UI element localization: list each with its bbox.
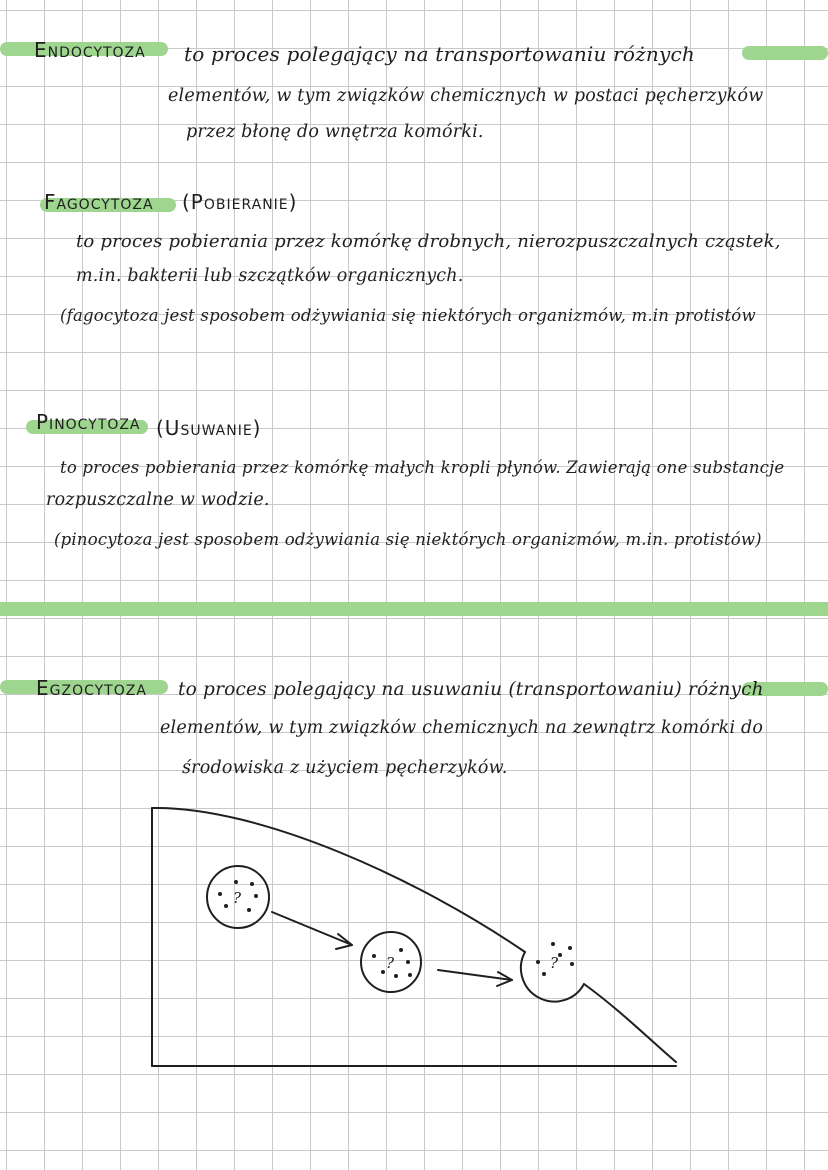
cell-membrane-lower	[584, 984, 676, 1062]
dot	[372, 954, 376, 958]
dot	[542, 972, 546, 976]
exocytosis-line-1: to proces polegający na usuwaniu (transportowaniu) różnych	[178, 679, 764, 700]
exocytosis-line-2: elementów, w tym związków chemicznych na zewnątrz komórki do	[160, 718, 764, 738]
term-pinocytosis: Pinocytoza	[36, 410, 141, 434]
endocytosis-line-1: to proces polegający na transportowaniu różnych	[184, 42, 695, 66]
dot	[408, 973, 412, 977]
dot	[224, 904, 228, 908]
dot	[568, 946, 572, 950]
phagocytosis-line-1: to proces pobierania przez komórkę drobnych, nierozpuszczalnych cząstek,	[76, 231, 781, 252]
dot	[381, 970, 385, 974]
endocytosis-line-2: elementów, w tym związków chemicznych w postaci pęcherzyków	[168, 86, 764, 106]
dot	[254, 894, 258, 898]
dot	[247, 908, 251, 912]
dot	[570, 962, 574, 966]
arrow-1	[272, 912, 352, 945]
phagocytosis-line-3: (fagocytoza jest sposobem odżywiania się niektórych organizmów, m.in protistów	[60, 306, 756, 325]
pinocytosis-line-1: to proces pobierania przez komórkę małych kropli płynów. Zawierają one substancje	[60, 458, 785, 477]
term-exocytosis: Egzocytoza	[36, 676, 147, 700]
term-phagocytosis: Fagocytoza	[44, 190, 154, 214]
endocytosis-line-3: przez błonę do wnętrza komórki.	[186, 122, 484, 142]
dot	[406, 960, 410, 964]
cell-membrane	[152, 808, 525, 952]
exocytosis-line-3: środowiska z użyciem pęcherzyków.	[182, 758, 508, 778]
pinocytosis-line-3: (pinocytoza jest sposobem odżywiania się niektórych organizmów, m.in. protistów)	[54, 530, 762, 549]
phagocytosis-note: (Pobieranie)	[182, 190, 298, 214]
term-endocytosis: Endocytoza	[34, 38, 146, 62]
dot	[218, 892, 222, 896]
vesicle-3-symbol: ?	[550, 954, 559, 972]
dot	[250, 882, 254, 886]
dot	[234, 880, 238, 884]
phagocytosis-line-2: m.in. bakterii lub szczątków organicznych.	[76, 266, 464, 286]
dot	[551, 942, 555, 946]
vesicle-1-symbol: ?	[233, 889, 242, 907]
pinocytosis-line-2: rozpuszczalne w wodzie.	[46, 490, 270, 510]
dot	[394, 974, 398, 978]
vesicle-2-symbol: ?	[386, 954, 395, 972]
pinocytosis-note: (Usuwanie)	[156, 416, 262, 440]
dot	[558, 953, 562, 957]
dot	[536, 960, 540, 964]
dot	[399, 948, 403, 952]
arrow-2	[438, 970, 512, 980]
